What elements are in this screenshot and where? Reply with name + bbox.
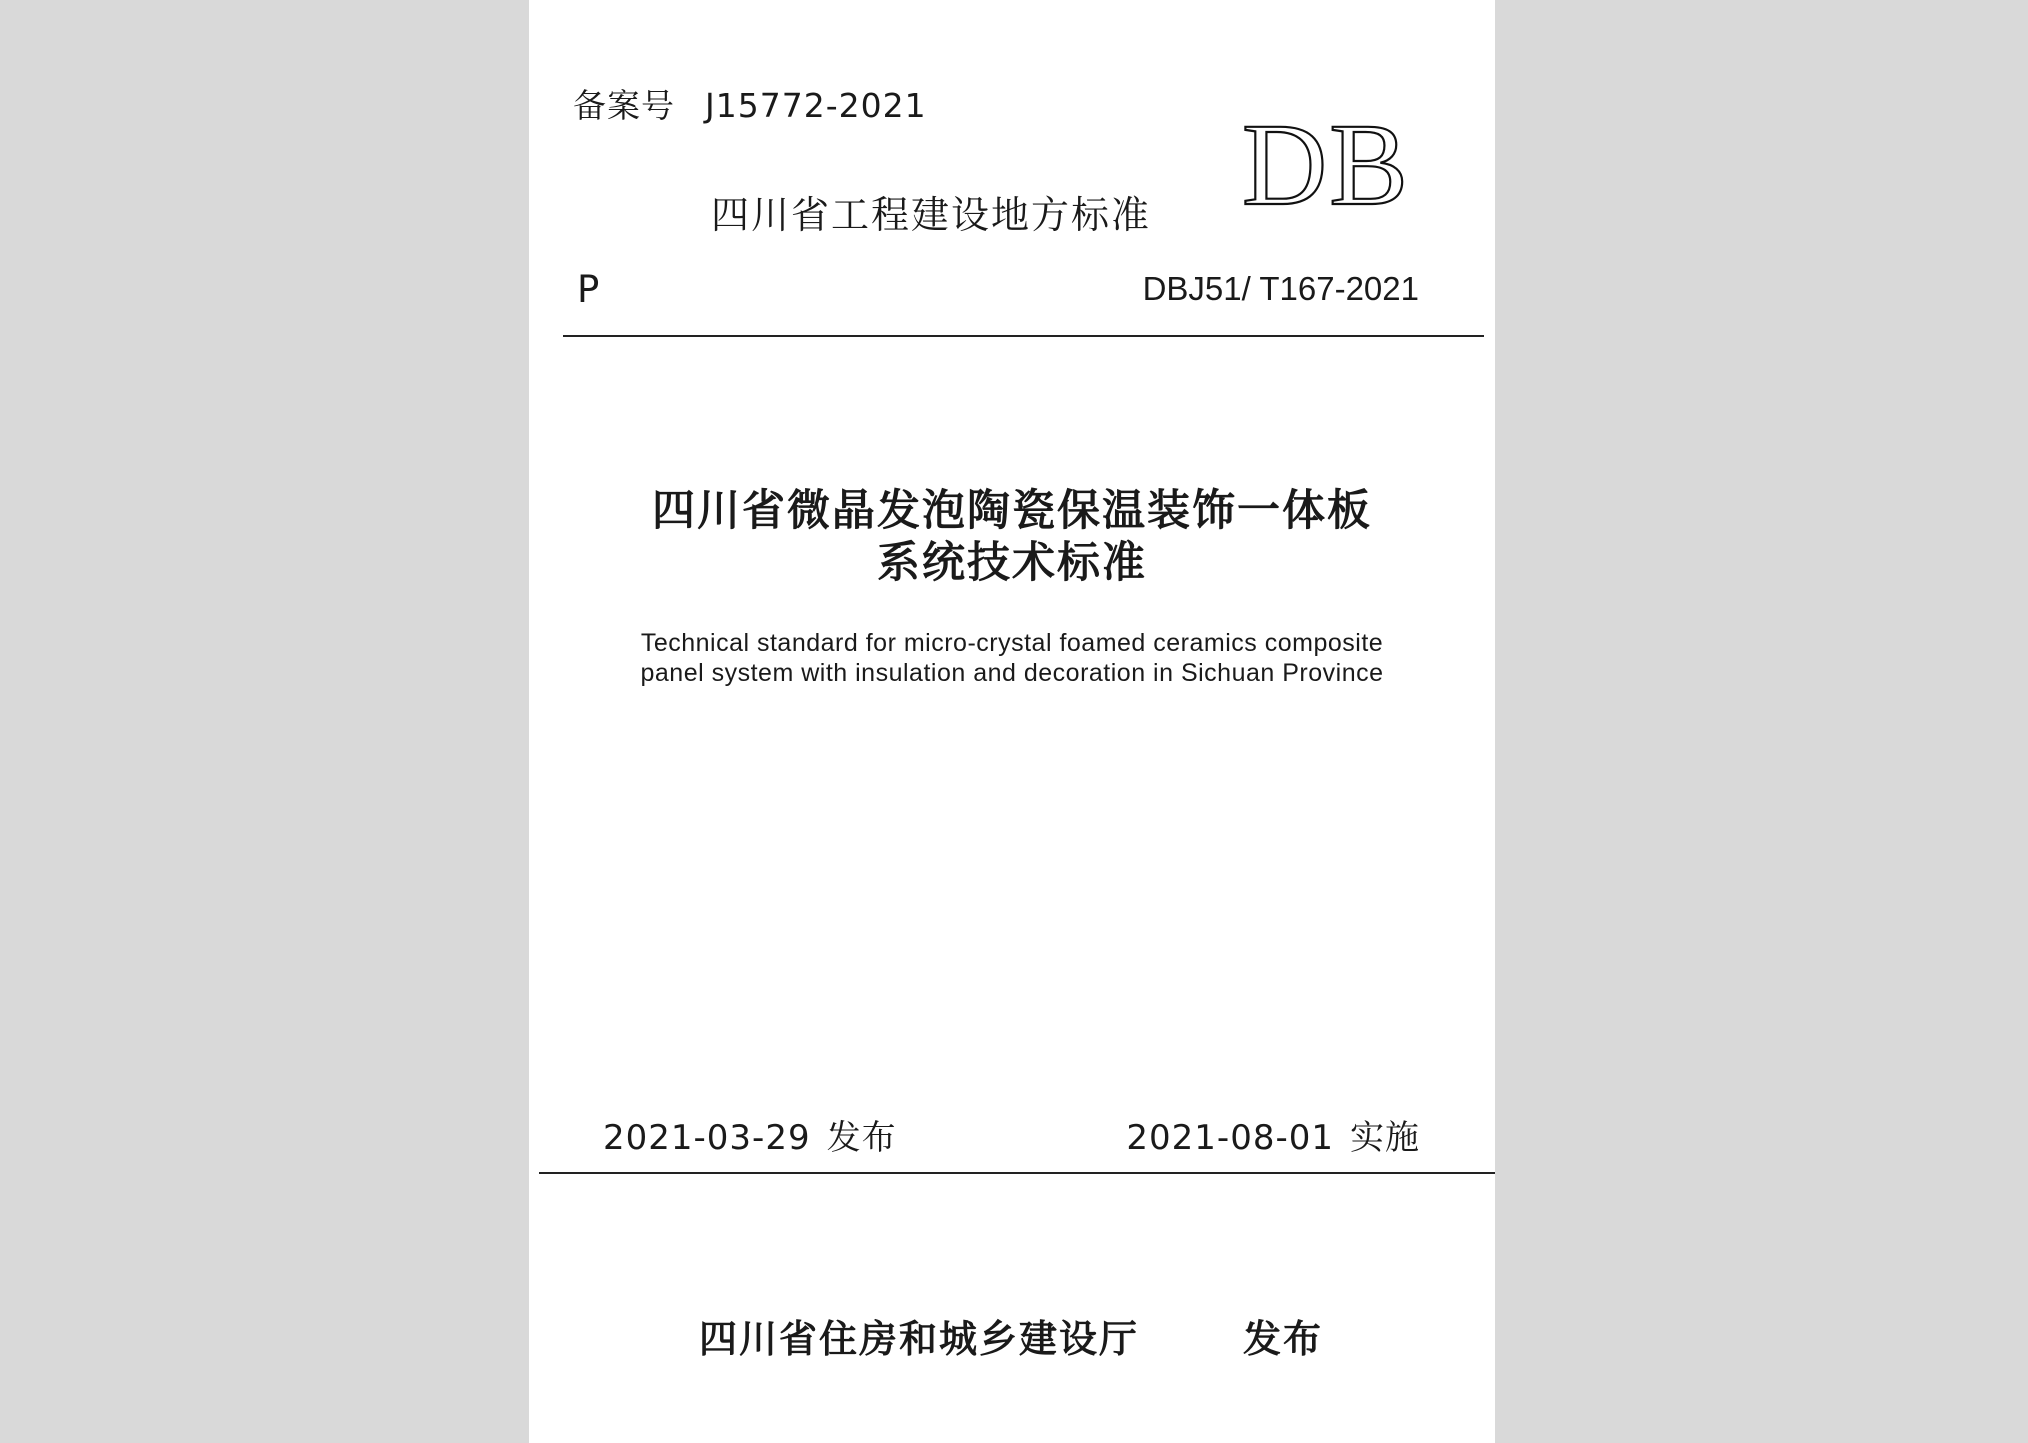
title-en-line1: Technical standard for micro-crystal foamed ceramics composite	[640, 629, 1384, 657]
document-cover-page	[529, 0, 1495, 1443]
issuer-name: 四川省住房和城乡建设厅	[699, 1317, 1140, 1361]
record-label: 备案号	[573, 86, 675, 125]
standard-number: DBJ51/ T167-2021	[1142, 270, 1419, 307]
title-zh-line1: 四川省微晶发泡陶瓷保温装饰一体板	[652, 486, 1372, 536]
effective-label: 实施	[1350, 1118, 1420, 1158]
bottom-divider	[539, 1172, 1495, 1174]
db-logo	[1221, 108, 1431, 216]
top-divider	[563, 335, 1484, 337]
issuer-action: 发布	[1243, 1317, 1324, 1361]
db-logo-text: DB	[1242, 108, 1410, 216]
release-date-line	[603, 1110, 897, 1159]
effective-date: 2021-08-01	[1126, 1118, 1334, 1158]
classification-code: P	[577, 268, 600, 311]
record-number: J15772-2021	[705, 86, 927, 125]
release-label: 发布	[826, 1118, 897, 1158]
release-date: 2021-03-29	[603, 1118, 811, 1158]
record-number-line	[573, 80, 927, 127]
title-en-line2: panel system with insulation and decoration in Sichuan Province	[640, 659, 1384, 687]
title-zh-line2: 系统技术标准	[877, 538, 1147, 588]
standard-category: 四川省工程建设地方标准	[711, 193, 1152, 237]
effective-date-line	[1126, 1110, 1420, 1159]
